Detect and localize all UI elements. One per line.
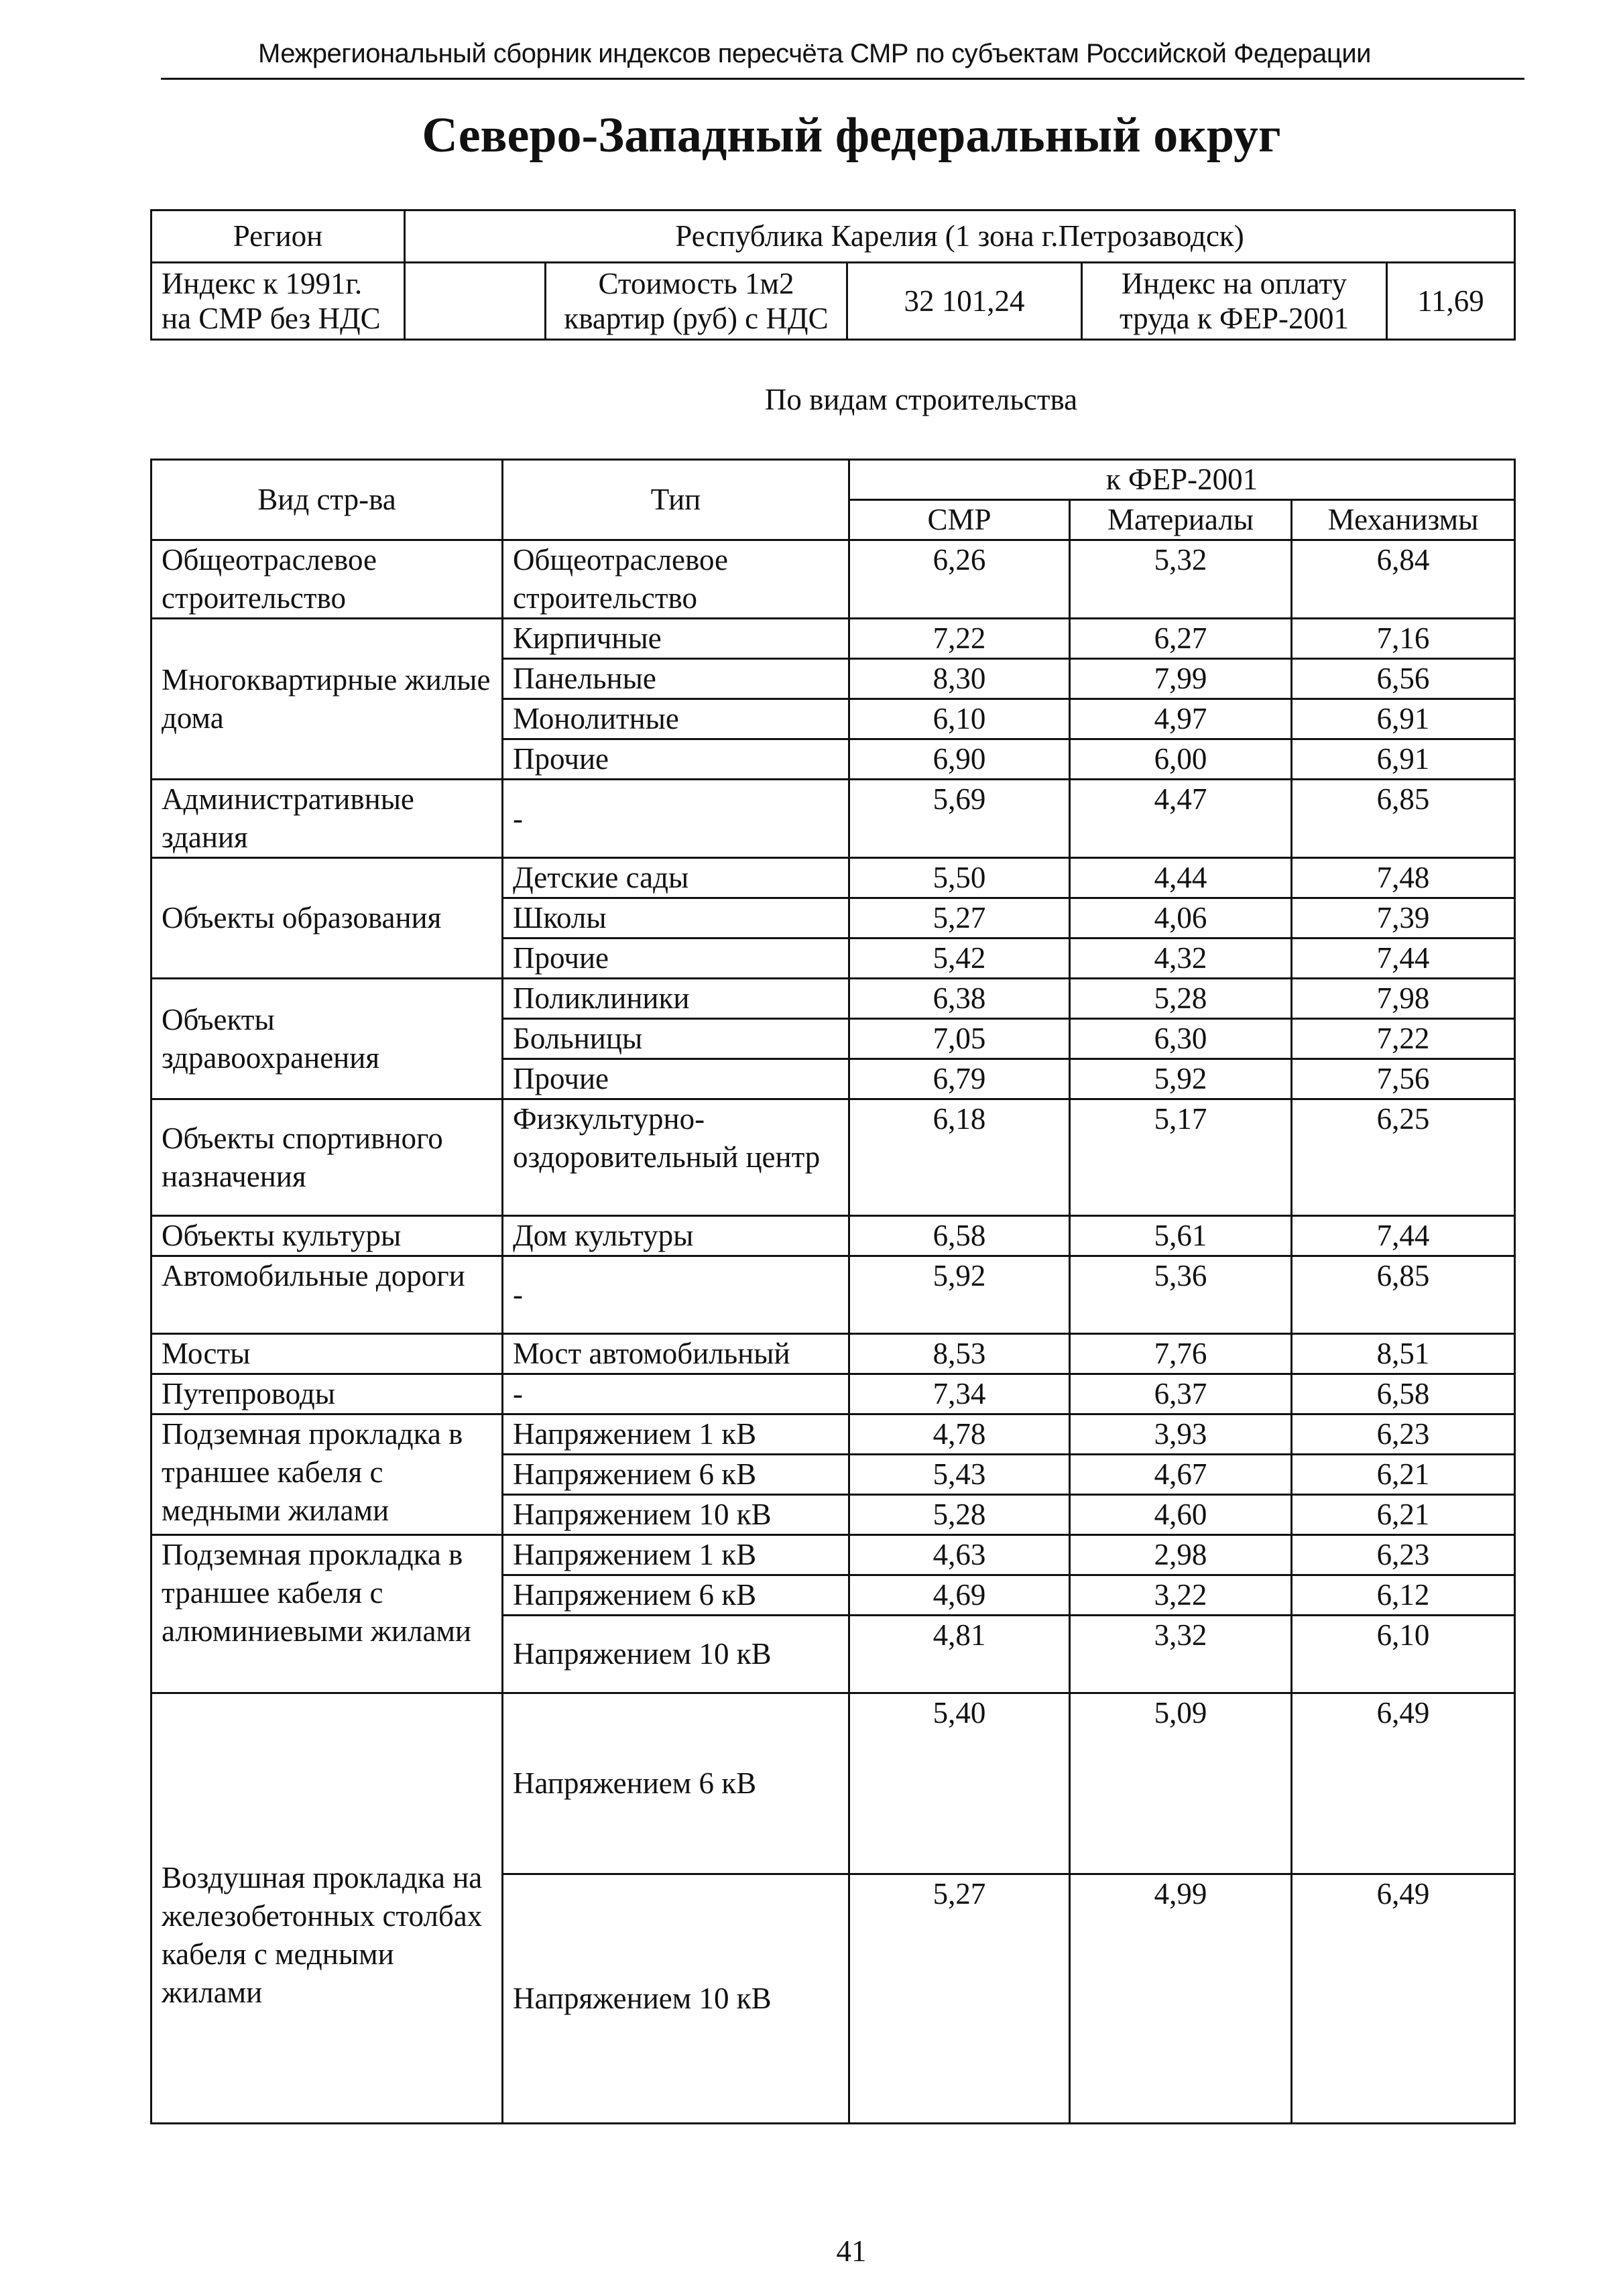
row-materials: 4,47 [1070, 780, 1292, 858]
wage-index-value: 11,69 [1387, 263, 1515, 340]
row-smr: 5,27 [849, 898, 1070, 939]
row-smr: 5,40 [849, 1693, 1070, 1874]
row-type: - [503, 1374, 849, 1414]
row-kind: Объекты образования [152, 858, 503, 979]
row-smr: 4,78 [849, 1414, 1070, 1455]
row-machines: 7,16 [1292, 619, 1515, 659]
row-type: Больницы [503, 1019, 849, 1059]
wage-index-label-line1: Индекс на оплату [1121, 267, 1347, 300]
header-rule [161, 78, 1524, 80]
row-machines: 7,39 [1292, 898, 1515, 939]
table-row [152, 1256, 1515, 1334]
row-kind: Объекты спортивного назначения [152, 1099, 503, 1216]
row-materials: 5,32 [1070, 540, 1292, 619]
region-table [150, 209, 1516, 341]
row-machines: 6,56 [1292, 659, 1515, 699]
column-header-materials: Материалы [1070, 500, 1292, 540]
row-machines: 8,51 [1292, 1334, 1515, 1374]
row-kind: Автомобильные дороги [152, 1256, 503, 1334]
row-materials: 5,61 [1070, 1216, 1292, 1256]
row-type: Мост автомобильный [503, 1334, 849, 1374]
row-kind: Многоквартирные жилые дома [152, 619, 503, 780]
row-materials: 5,28 [1070, 979, 1292, 1019]
row-materials: 4,32 [1070, 939, 1292, 979]
row-smr: 6,58 [849, 1216, 1070, 1256]
cost-label-line1: Стоимость 1м2 [598, 267, 794, 300]
cost-value: 32 101,24 [847, 263, 1082, 340]
row-kind: Административные здания [152, 780, 503, 858]
page-number: 41 [836, 2234, 867, 2268]
row-type: Напряжением 6 кВ [503, 1455, 849, 1495]
row-kind: Мосты [152, 1334, 503, 1374]
index-1991-label [152, 263, 405, 340]
row-materials: 4,44 [1070, 858, 1292, 898]
region-value: Республика Карелия (1 зона г.Петрозаводск) [405, 210, 1515, 263]
row-smr: 6,26 [849, 540, 1070, 619]
row-type: Напряжением 10 кВ [503, 1495, 849, 1535]
row-smr: 7,34 [849, 1374, 1070, 1414]
wage-index-label-line2: труда к ФЕР-2001 [1119, 302, 1349, 335]
row-materials: 7,76 [1070, 1334, 1292, 1374]
column-header-smr: СМР [849, 500, 1070, 540]
row-materials: 5,17 [1070, 1099, 1292, 1216]
cost-label [546, 263, 847, 340]
table-row [152, 1099, 1515, 1216]
row-materials: 6,30 [1070, 1019, 1292, 1059]
table-row [152, 780, 1515, 858]
row-kind: Путепроводы [152, 1374, 503, 1414]
row-materials: 5,09 [1070, 1693, 1292, 1874]
cost-label-line2: квартир (руб) с НДС [564, 302, 829, 335]
row-materials: 6,27 [1070, 619, 1292, 659]
row-type: Панельные [503, 659, 849, 699]
table-row [152, 1374, 1515, 1414]
row-smr: 5,43 [849, 1455, 1070, 1495]
row-smr: 7,22 [849, 619, 1070, 659]
row-smr: 4,63 [849, 1535, 1070, 1575]
row-kind: Подземная прокладка в траншее кабеля с медными жилами [152, 1414, 503, 1535]
row-smr: 6,10 [849, 699, 1070, 739]
row-smr: 6,90 [849, 739, 1070, 780]
row-smr: 5,92 [849, 1256, 1070, 1334]
row-smr: 6,79 [849, 1059, 1070, 1099]
row-materials: 3,32 [1070, 1616, 1292, 1693]
row-type: Напряжением 6 кВ [503, 1693, 849, 1874]
row-type: Напряжением 10 кВ [503, 1616, 849, 1693]
table-row [152, 1693, 1515, 1874]
table-row [152, 1334, 1515, 1374]
table-row [152, 858, 1515, 898]
row-type: Напряжением 1 кВ [503, 1414, 849, 1455]
row-type: Дом культуры [503, 1216, 849, 1256]
row-machines: 7,56 [1292, 1059, 1515, 1099]
table-row [152, 979, 1515, 1019]
row-machines: 6,91 [1292, 699, 1515, 739]
row-machines: 6,91 [1292, 739, 1515, 780]
row-type: Прочие [503, 939, 849, 979]
row-type: - [503, 1256, 849, 1334]
row-machines: 7,22 [1292, 1019, 1515, 1059]
row-machines: 7,44 [1292, 1216, 1515, 1256]
row-machines: 7,48 [1292, 858, 1515, 898]
section-subtitle: По видам строительства [764, 383, 1078, 416]
row-smr: 7,05 [849, 1019, 1070, 1059]
row-materials: 4,67 [1070, 1455, 1292, 1495]
row-kind: Объекты культуры [152, 1216, 503, 1256]
row-machines: 7,98 [1292, 979, 1515, 1019]
row-machines: 6,85 [1292, 780, 1515, 858]
row-machines: 6,49 [1292, 1693, 1515, 1874]
row-machines: 6,85 [1292, 1256, 1515, 1334]
row-machines: 6,49 [1292, 1874, 1515, 2124]
row-smr: 5,50 [849, 858, 1070, 898]
row-smr: 5,42 [849, 939, 1070, 979]
table-row [152, 540, 1515, 619]
row-smr: 8,53 [849, 1334, 1070, 1374]
row-type: Напряжением 1 кВ [503, 1535, 849, 1575]
row-machines: 6,84 [1292, 540, 1515, 619]
row-machines: 6,12 [1292, 1575, 1515, 1616]
row-machines: 6,58 [1292, 1374, 1515, 1414]
wage-index-label [1082, 263, 1387, 340]
row-materials: 5,92 [1070, 1059, 1292, 1099]
table-row [152, 1216, 1515, 1256]
row-machines: 7,44 [1292, 939, 1515, 979]
index-1991-label-line2: на СМР без НДС [162, 302, 381, 335]
row-smr: 8,30 [849, 659, 1070, 699]
row-materials: 7,99 [1070, 659, 1292, 699]
row-type: Детские сады [503, 858, 849, 898]
index-1991-value [405, 263, 546, 340]
column-header-machines: Механизмы [1292, 500, 1515, 540]
table-row [152, 1535, 1515, 1575]
row-type: Физкультурно-оздоровительный центр [503, 1099, 849, 1216]
row-type: Кирпичные [503, 619, 849, 659]
row-kind: Воздушная прокладка на железобетонных столбах кабеля с медными жилами [152, 1693, 503, 2124]
row-type: Поликлиники [503, 979, 849, 1019]
index-1991-label-line1: Индекс к 1991г. [162, 267, 363, 300]
column-header-kind: Вид стр-ва [152, 460, 503, 540]
row-materials: 3,93 [1070, 1414, 1292, 1455]
page-title: Северо-Западный федеральный округ [422, 108, 1281, 163]
row-type: Напряжением 10 кВ [503, 1874, 849, 2124]
row-materials: 4,60 [1070, 1495, 1292, 1535]
table-row [152, 619, 1515, 659]
row-materials: 4,99 [1070, 1874, 1292, 2124]
row-type: Монолитные [503, 699, 849, 739]
row-type: Прочие [503, 1059, 849, 1099]
region-label: Регион [152, 210, 405, 263]
row-smr: 5,69 [849, 780, 1070, 858]
table-row [152, 1414, 1515, 1455]
row-materials: 3,22 [1070, 1575, 1292, 1616]
row-smr: 6,18 [849, 1099, 1070, 1216]
row-materials: 4,06 [1070, 898, 1292, 939]
row-machines: 6,21 [1292, 1495, 1515, 1535]
running-header: Межрегиональный сборник индексов пересчёта СМР по субъектам Российской Федерации [257, 39, 1372, 68]
row-machines: 6,25 [1292, 1099, 1515, 1216]
row-kind: Объекты здравоохранения [152, 979, 503, 1099]
row-materials: 5,36 [1070, 1256, 1292, 1334]
row-smr: 4,81 [849, 1616, 1070, 1693]
row-machines: 6,23 [1292, 1414, 1515, 1455]
row-smr: 5,28 [849, 1495, 1070, 1535]
row-type: Прочие [503, 739, 849, 780]
row-machines: 6,21 [1292, 1455, 1515, 1495]
row-type: - [503, 780, 849, 858]
row-type: Общеотраслевое строительство [503, 540, 849, 619]
row-machines: 6,23 [1292, 1535, 1515, 1575]
row-type: Напряжением 6 кВ [503, 1575, 849, 1616]
row-materials: 2,98 [1070, 1535, 1292, 1575]
row-smr: 5,27 [849, 1874, 1070, 2124]
column-header-type: Тип [503, 460, 849, 540]
row-materials: 4,97 [1070, 699, 1292, 739]
row-type: Школы [503, 898, 849, 939]
row-materials: 6,00 [1070, 739, 1292, 780]
row-materials: 6,37 [1070, 1374, 1292, 1414]
index-table [150, 459, 1516, 2124]
column-header-group: к ФЕР-2001 [849, 460, 1515, 500]
row-machines: 6,10 [1292, 1616, 1515, 1693]
row-kind: Подземная прокладка в траншее кабеля с алюминиевыми жилами [152, 1535, 503, 1693]
row-smr: 6,38 [849, 979, 1070, 1019]
row-kind: Общеотраслевое строительство [152, 540, 503, 619]
row-smr: 4,69 [849, 1575, 1070, 1616]
